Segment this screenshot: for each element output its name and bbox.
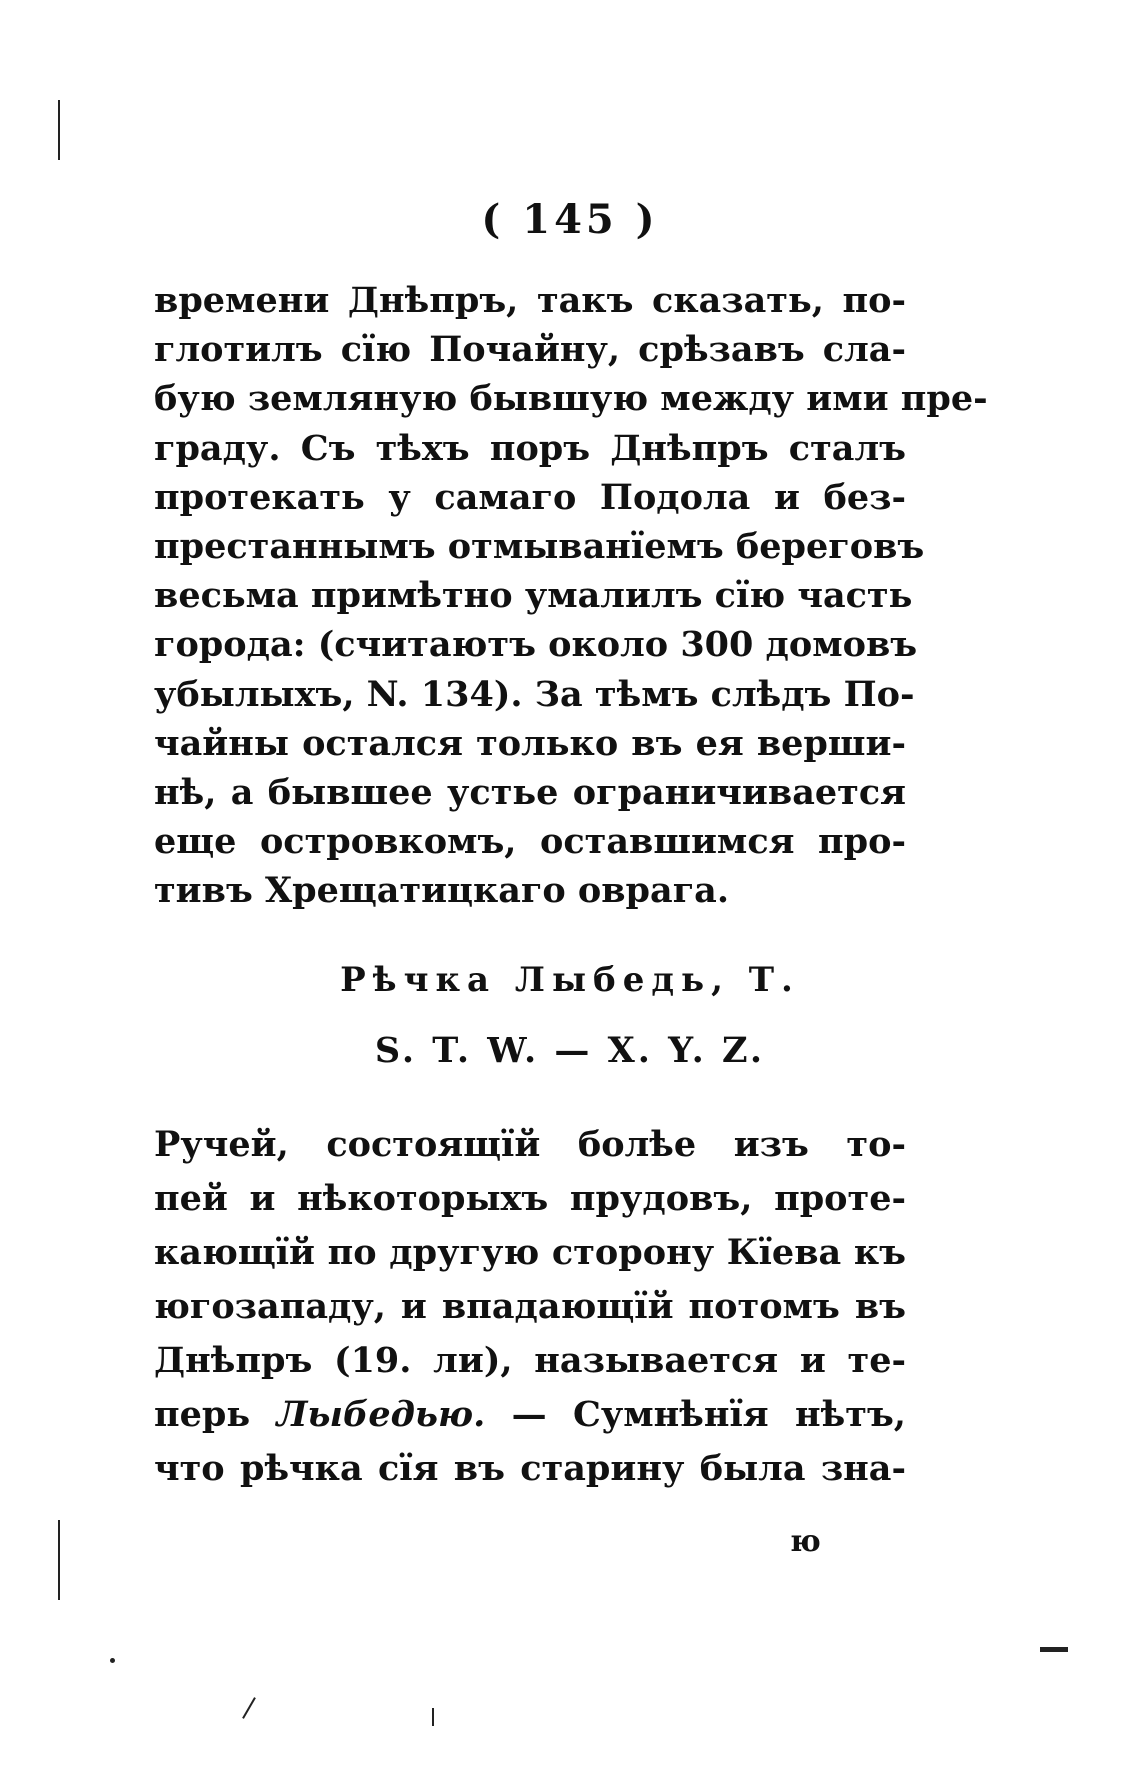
paragraph-1 [154, 276, 988, 915]
text-line: чайны остался только въ ея верши- [154, 722, 906, 764]
scan-margin-line [58, 100, 60, 160]
text-line: времени Днѣпръ, такъ сказать, по- [154, 280, 906, 321]
text-line [154, 1388, 906, 1442]
scan-speck [110, 1658, 115, 1663]
text-segment: перь [154, 1394, 277, 1435]
text-line: югозападу, и впадающїй потомъ въ [154, 1286, 906, 1327]
text-line: убылыхъ, N. 134). За тѣмъ слѣдъ По- [154, 673, 915, 715]
text-line: глотилъ сїю Почайну, срѣзавъ сла- [154, 329, 906, 371]
text-line: протекать у самаго Подола и без- [154, 476, 906, 518]
catchword: ю [790, 1524, 823, 1559]
text-line: еще островкомъ, оставшимся про- [154, 821, 906, 863]
section-coordinates: S. T. W. — X. Y. Z. [374, 1030, 766, 1071]
text-line: весьма примѣтно умалилъ сїю часть [154, 575, 913, 617]
paragraph-2 [154, 1118, 906, 1496]
text-line: бую земляную бывшую между ими пре- [154, 378, 988, 420]
text-segment: — Сумнѣнїя нѣтъ, [485, 1394, 906, 1435]
italic-word: Лыбедью. [276, 1394, 486, 1435]
text-line: пей и нѣкоторыхъ прудовъ, проте- [154, 1178, 906, 1219]
text-line: тивъ Хрещатицкаго оврага. [154, 870, 730, 912]
text-line: что рѣчка сїя въ старину была зна- [154, 1448, 906, 1489]
text-line: Днѣпръ (19. ли), называется и те- [154, 1340, 906, 1381]
text-line: престаннымъ отмыванїемъ береговъ [154, 525, 925, 567]
text-line: кающїй по другую сторону Кїева къ [154, 1232, 906, 1273]
text-line: граду. Съ тѣхъ поръ Днѣпръ сталъ [154, 427, 906, 469]
section-heading: Рѣчка Лыбедь, Т. [340, 960, 800, 1000]
text-line: города: (считаютъ около 300 домовъ [154, 624, 918, 666]
scan-dash-mark [1040, 1647, 1068, 1652]
text-line: Ручей, состоящїй болѣе изъ то- [154, 1124, 906, 1165]
text-line: нѣ, а бывшее устье ограничивается [154, 771, 906, 813]
scan-stroke [242, 1697, 256, 1719]
scan-stroke [432, 1708, 434, 1726]
page-number: ( 145 ) [481, 196, 659, 243]
scan-margin-line [58, 1520, 60, 1600]
